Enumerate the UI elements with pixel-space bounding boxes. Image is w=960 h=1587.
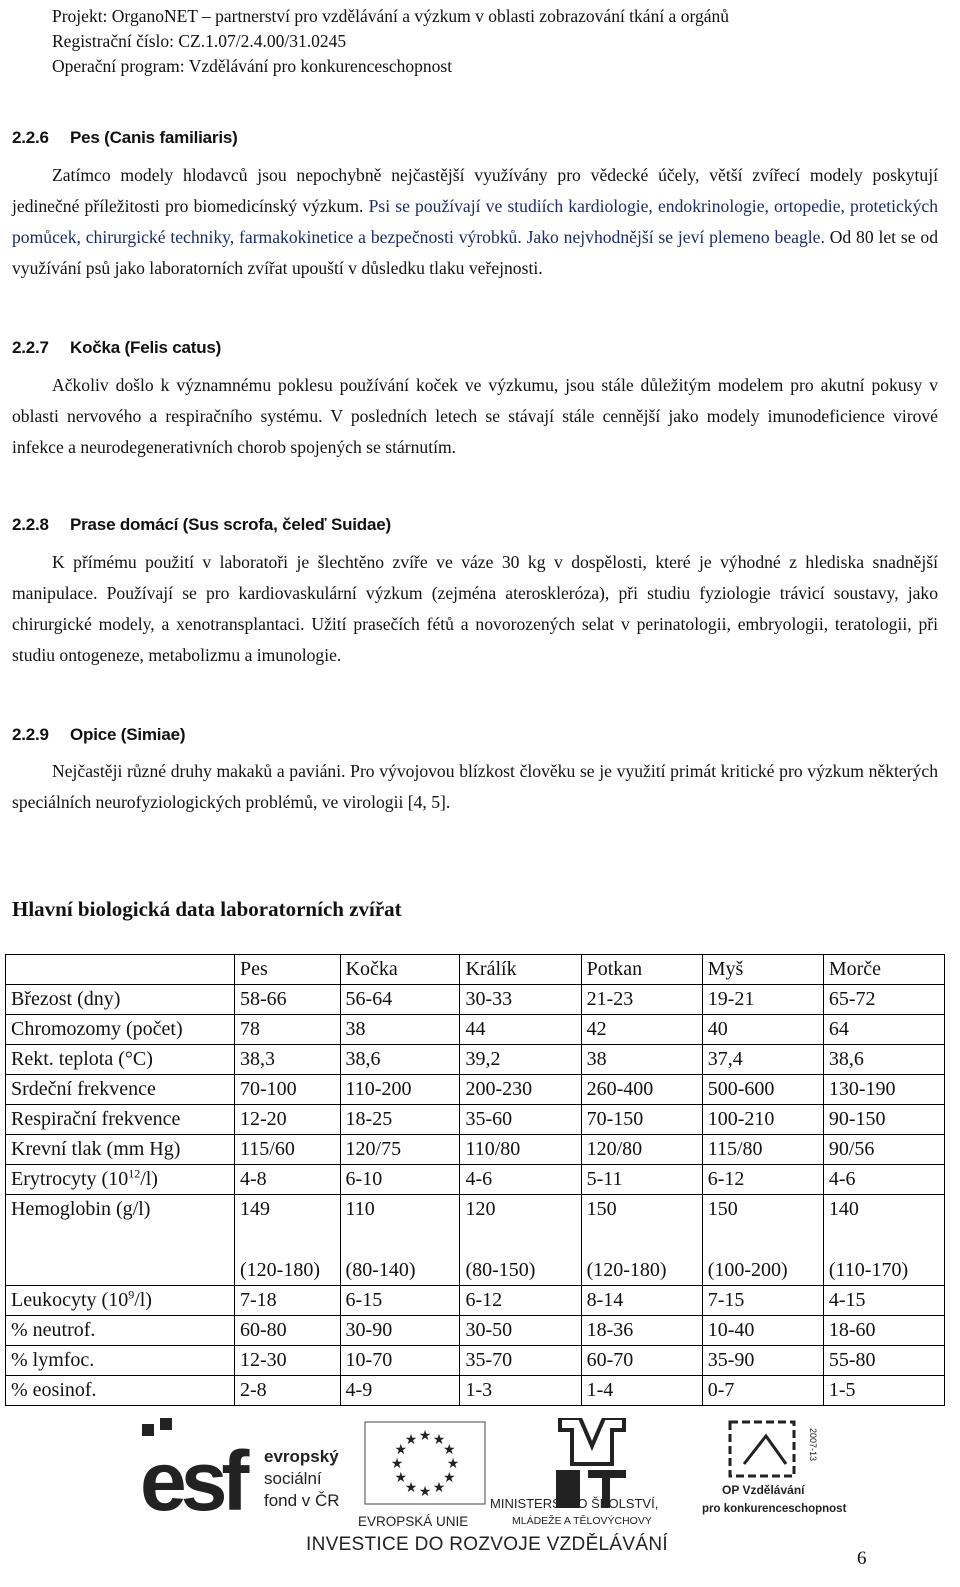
row-label: Leukocyty $(10^9/l)$ xyxy=(6,1286,235,1316)
cell-value: 58-66 xyxy=(240,988,287,1010)
table-cell xyxy=(581,1195,702,1286)
cell-range: (80-140) xyxy=(345,1259,416,1281)
table-cell xyxy=(581,985,702,1015)
cell-value: 40 xyxy=(707,1018,728,1040)
footer-logos xyxy=(140,1418,850,1528)
cell-value: 120 xyxy=(465,1198,496,1220)
table-row xyxy=(6,1346,945,1376)
esf-text-3: fond v ČR xyxy=(264,1491,340,1510)
text-black: Zatímco modely hlodavců jsou nepochybně nejčastější využívány pro vědecké účely, větší zvířecí modely poskytují jedinečné příležitosti pro biomedicínský výzkum. xyxy=(12,165,938,216)
row-label: % eosinof. xyxy=(6,1376,235,1406)
row-label: Erytrocyty $(10^{12}/l)$ xyxy=(6,1165,235,1195)
table-cell xyxy=(460,1045,581,1075)
cell-value: 60-70 xyxy=(586,1349,634,1371)
row-label: Chromozomy (počet) xyxy=(6,1015,235,1045)
cell-value: 110-200 xyxy=(345,1078,412,1100)
cell-value: 21-23 xyxy=(586,988,634,1010)
cell-range: (120-180) xyxy=(586,1259,667,1281)
table-cell xyxy=(702,1045,823,1075)
row-label-exponent: 9 xyxy=(128,1287,135,1302)
eu-star-icon: ★ xyxy=(432,1480,446,1497)
row-label: Respirační frekvence xyxy=(6,1105,235,1135)
cell-value: 130-190 xyxy=(828,1078,896,1100)
column-header: Myš xyxy=(702,955,823,985)
cell-value: 6-10 xyxy=(345,1168,383,1190)
row-label: Rekt. teplota (°C) xyxy=(6,1045,235,1075)
table-cell xyxy=(702,1376,823,1406)
text-blue: Psi se používají ve studiích kardiologie, endokrinologie, ortopedie, protetických pomůcek, chirurgické techniky, farmakokinetice a bezpečnosti výrobků. Jako nejvhodnější se jeví plemeno beagle. xyxy=(12,196,938,247)
op-logo xyxy=(702,1422,847,1515)
cell-value: 38,3 xyxy=(240,1048,275,1070)
eu-star-icon: ★ xyxy=(432,1431,446,1448)
section-text-pig xyxy=(12,547,938,671)
cell-value: 56-64 xyxy=(345,988,393,1010)
cell-value: 38,6 xyxy=(345,1048,381,1070)
cell-value: 55-80 xyxy=(828,1349,876,1371)
eu-star-icon: ★ xyxy=(442,1442,456,1458)
table-cell xyxy=(235,1135,341,1165)
esf-wordmark: esf xyxy=(140,1434,244,1528)
eu-star-icon: ★ xyxy=(390,1456,404,1472)
table-cell xyxy=(823,1105,944,1135)
cell-value: 4-6 xyxy=(465,1168,493,1190)
cell-value: 30-90 xyxy=(345,1319,393,1341)
esf-logo xyxy=(140,1418,340,1528)
eu-text: EVROPSKÁ UNIE xyxy=(358,1514,469,1528)
cell-value: 4-6 xyxy=(828,1168,856,1190)
cell-value: 2-8 xyxy=(240,1379,267,1401)
msmt-text-2: MLÁDEŽE A TĚLOVÝCHOVY xyxy=(512,1515,652,1527)
cell-value: 110 xyxy=(345,1198,375,1220)
section-title-cat xyxy=(12,338,221,358)
cell-value: 30-33 xyxy=(465,988,513,1010)
table-cell xyxy=(581,1316,702,1346)
table-cell xyxy=(340,1135,460,1165)
table-cell xyxy=(460,1165,581,1195)
section-heading: Pes (Canis familiaris) xyxy=(70,128,238,147)
cell-value: 12-30 xyxy=(240,1349,287,1371)
table-cell xyxy=(340,1286,460,1316)
table-cell xyxy=(702,985,823,1015)
cell-value: 19-21 xyxy=(707,988,755,1010)
eu-flag-logo xyxy=(358,1422,485,1528)
table-row xyxy=(6,1195,945,1286)
cell-value: 38,6 xyxy=(828,1048,864,1070)
cell-value: 12-20 xyxy=(240,1108,287,1130)
cell-value: 500-600 xyxy=(707,1078,775,1100)
cell-value: 10-40 xyxy=(707,1319,755,1341)
cell-range: (120-180) xyxy=(240,1259,320,1281)
cell-value: 260-400 xyxy=(586,1078,654,1100)
table-cell xyxy=(460,1075,581,1105)
section-body: K přímému použití v laboratoři je šlechtěno zvíře ve váze 30 kg v dospělosti, které je výhodné z hlediska snadnější manipulace. Používají se pro kardiovaskulární výzkum (zejména ateroskleróza), při studiu fyziologie trávicí soustavy, jako chirurgické modely, a xenotransplantaci. Užití prasečích fétů a novorozených selat v perinatologii, embryologii, teratologii, při studiu ontogeneze, metabolizmu a imunologie. xyxy=(12,552,938,665)
table-cell xyxy=(702,1165,823,1195)
table-row xyxy=(6,1045,945,1075)
table-cell xyxy=(340,1316,460,1346)
cell-value: 1-3 xyxy=(465,1379,493,1401)
cell-value: 18-25 xyxy=(345,1108,393,1130)
cell-value: 120/75 xyxy=(345,1138,402,1160)
table-cell xyxy=(702,1286,823,1316)
column-header: Potkan xyxy=(581,955,702,985)
section-title-dog xyxy=(12,128,238,148)
cell-value: 200-230 xyxy=(465,1078,533,1100)
cell-value: 42 xyxy=(586,1018,607,1040)
cell-value: 44 xyxy=(465,1018,486,1040)
cell-value: 7-18 xyxy=(240,1289,277,1311)
cell-value: 1-5 xyxy=(828,1379,856,1401)
cell-value: 38 xyxy=(345,1018,366,1040)
cell-value: 90/56 xyxy=(828,1138,875,1160)
section-heading: Opice (Simiae) xyxy=(70,725,186,744)
table-cell xyxy=(581,1015,702,1045)
table-cell xyxy=(702,1105,823,1135)
header-project: Projekt: OrganoNET – partnerství pro vzdělávání a výzkum v oblasti zobrazování tkání a orgánů xyxy=(52,6,729,26)
footer-investice: INVESTICE DO ROZVOJE VZDĚLÁVÁNÍ xyxy=(306,1534,668,1555)
table-row xyxy=(6,1105,945,1135)
table-cell xyxy=(581,1376,702,1406)
cell-value: 39,2 xyxy=(465,1048,501,1070)
eu-star-icon: ★ xyxy=(404,1431,418,1448)
table-cell xyxy=(581,1105,702,1135)
row-label: % neutrof. xyxy=(6,1316,235,1346)
cell-value: 30-50 xyxy=(465,1319,513,1341)
table-cell xyxy=(581,1346,702,1376)
table-cell xyxy=(460,1316,581,1346)
text-end: Od 80 let se od využívání psů jako laboratorních zvířat upouští v důsledku tlaku veřejnosti. xyxy=(12,227,938,278)
table-title: Hlavní biologická data laboratorních zvířat xyxy=(12,897,402,921)
page-header xyxy=(52,4,729,79)
table-cell xyxy=(340,1015,460,1045)
cell-value: 5-11 xyxy=(586,1168,623,1190)
row-label: Srdeční frekvence xyxy=(6,1075,235,1105)
cell-value: 70-100 xyxy=(240,1078,297,1100)
cell-value: 35-70 xyxy=(465,1349,513,1371)
cell-value: 110/80 xyxy=(465,1138,521,1160)
cell-value: 64 xyxy=(828,1018,849,1040)
table-cell xyxy=(823,1135,944,1165)
cell-value: 6-15 xyxy=(345,1289,383,1311)
table-cell xyxy=(823,1075,944,1105)
table-cell xyxy=(340,1105,460,1135)
eu-star-icon: ★ xyxy=(446,1456,460,1472)
biological-data-table xyxy=(5,954,945,1406)
eu-star-icon: ★ xyxy=(418,1428,432,1444)
cell-value: 35-60 xyxy=(465,1108,513,1130)
column-header: Králík xyxy=(460,955,581,985)
table-cell xyxy=(340,1376,460,1406)
table-cell xyxy=(340,1045,460,1075)
eu-star-icon: ★ xyxy=(394,1470,408,1486)
cell-value: 149 xyxy=(240,1198,270,1220)
cell-value: 78 xyxy=(240,1018,260,1040)
table-cell xyxy=(581,1165,702,1195)
section-title-pig xyxy=(12,515,391,535)
table-cell xyxy=(460,1015,581,1045)
table-row xyxy=(6,1075,945,1105)
table-cell xyxy=(702,1135,823,1165)
eu-star-icon: ★ xyxy=(394,1442,408,1458)
table-row xyxy=(6,1316,945,1346)
row-label: Krevní tlak (mm Hg) xyxy=(6,1135,235,1165)
cell-value: 6-12 xyxy=(465,1289,503,1311)
table-cell xyxy=(235,1195,341,1286)
header-registration: Registrační číslo: CZ.1.07/2.4.00/31.0245 xyxy=(52,31,347,51)
cell-value: 35-90 xyxy=(707,1349,755,1371)
table-cell xyxy=(702,1015,823,1045)
table-cell xyxy=(235,1316,341,1346)
cell-value: 100-210 xyxy=(707,1108,775,1130)
table-cell xyxy=(823,1376,944,1406)
cell-value: 4-8 xyxy=(240,1168,267,1190)
table-cell xyxy=(235,1376,341,1406)
table-row xyxy=(6,985,945,1015)
table-cell xyxy=(581,1045,702,1075)
esf-text-1: evropský xyxy=(264,1447,339,1466)
column-header: Morče xyxy=(823,955,944,985)
table-cell xyxy=(460,985,581,1015)
cell-value: 4-15 xyxy=(828,1289,866,1311)
cell-range: (110-170) xyxy=(828,1259,909,1281)
table-cell xyxy=(235,1015,341,1045)
table-cell xyxy=(235,1286,341,1316)
table-cell xyxy=(340,985,460,1015)
op-years: 2007-13 xyxy=(808,1428,818,1462)
section-number: 2.2.8 xyxy=(12,515,49,534)
eu-star-icon: ★ xyxy=(442,1470,456,1486)
table-cell xyxy=(460,1346,581,1376)
cell-value: 8-14 xyxy=(586,1289,624,1311)
table-row xyxy=(6,1286,945,1316)
section-heading: Kočka (Felis catus) xyxy=(70,338,222,357)
cell-range: (100-200) xyxy=(707,1259,788,1281)
table-cell xyxy=(581,1286,702,1316)
table-cell xyxy=(823,1286,944,1316)
msmt-logo xyxy=(490,1418,658,1527)
table-cell xyxy=(702,1346,823,1376)
section-body: Nejčastěji různé druhy makaků a paviáni. Pro vývojovou blízkost člověku se je využití primát kritické pro výzkum některých speciálních neurofyziologických problémů, ve virologii [4, 5]. xyxy=(12,761,938,812)
page-number: 6 xyxy=(857,1548,867,1569)
table-cell xyxy=(235,1346,341,1376)
section-number: 2.2.9 xyxy=(12,725,49,744)
table-row xyxy=(6,1165,945,1195)
table-cell xyxy=(702,1075,823,1105)
header-program: Operační program: Vzdělávání pro konkurenceschopnost xyxy=(52,56,453,76)
table-cell xyxy=(460,1376,581,1406)
cell-value: 18-60 xyxy=(828,1319,876,1341)
cell-value: 60-80 xyxy=(240,1319,287,1341)
table-row xyxy=(6,1015,945,1045)
cell-value: 90-150 xyxy=(828,1108,886,1130)
table-cell xyxy=(235,1045,341,1075)
table-cell xyxy=(823,1195,944,1286)
table-row xyxy=(6,1135,945,1165)
table-cell xyxy=(235,1165,341,1195)
table-row xyxy=(6,1376,945,1406)
section-text-dog xyxy=(12,160,938,284)
cell-value: 18-36 xyxy=(586,1319,634,1341)
cell-value: 38 xyxy=(586,1048,607,1070)
cell-value: 70-150 xyxy=(586,1108,644,1130)
op-text-2: pro konkurenceschopnost xyxy=(702,1503,847,1515)
table-cell xyxy=(460,1105,581,1135)
table-cell xyxy=(460,1135,581,1165)
cell-value: 4-9 xyxy=(345,1379,373,1401)
row-label: % lymfoc. xyxy=(6,1346,235,1376)
table-cell xyxy=(823,1015,944,1045)
header-corner-cell xyxy=(6,955,235,985)
table-cell xyxy=(340,1195,460,1286)
cell-value: 140 xyxy=(828,1198,859,1220)
table-cell xyxy=(823,985,944,1015)
esf-text-2: sociální xyxy=(264,1469,322,1488)
table-cell xyxy=(823,1045,944,1075)
table-header-row xyxy=(6,955,945,985)
msmt-text-1: MINISTERSTVO ŠKOLSTVÍ, xyxy=(490,1496,659,1511)
table-cell xyxy=(460,1286,581,1316)
cell-value: 120/80 xyxy=(586,1138,643,1160)
column-header: Kočka xyxy=(340,955,460,985)
table-cell xyxy=(235,985,341,1015)
cell-value: 115/60 xyxy=(240,1138,295,1160)
row-label-exponent: 12 xyxy=(128,1166,141,1181)
table-cell xyxy=(340,1075,460,1105)
section-body: Ačkoliv došlo k významnému poklesu používání koček ve výzkumu, jsou stále důležitým modelem pro akutní pokusy v oblasti nervového a respiračního systému. V posledních letech se stávají stále cennější jako modely imunodeficience virové infekce a neurodegenerativních chorob spojených se stárnutím. xyxy=(12,375,938,457)
table-cell xyxy=(702,1195,823,1286)
section-title-monkey xyxy=(12,725,185,745)
section-text-monkey xyxy=(12,756,938,818)
cell-value: 0-7 xyxy=(707,1379,735,1401)
table-cell xyxy=(235,1075,341,1105)
cell-value: 1-4 xyxy=(586,1379,614,1401)
eu-star-icon: ★ xyxy=(418,1484,432,1500)
cell-value: 150 xyxy=(707,1198,738,1220)
op-text-1: OP Vzdělávání xyxy=(722,1483,805,1497)
table-cell xyxy=(702,1316,823,1346)
table-cell xyxy=(235,1105,341,1135)
row-label: Hemoglobin (g/l) xyxy=(6,1195,235,1286)
table-cell xyxy=(340,1346,460,1376)
cell-value: 150 xyxy=(586,1198,617,1220)
cell-value: 10-70 xyxy=(345,1349,393,1371)
cell-range: (80-150) xyxy=(465,1259,536,1281)
cell-value: 65-72 xyxy=(828,988,876,1010)
cell-value: 6-12 xyxy=(707,1168,745,1190)
section-number: 2.2.6 xyxy=(12,128,49,147)
row-label: Březost (dny) xyxy=(6,985,235,1015)
cell-value: 7-15 xyxy=(707,1289,745,1311)
table-cell xyxy=(581,1075,702,1105)
cell-value: 37,4 xyxy=(707,1048,743,1070)
table-cell xyxy=(340,1165,460,1195)
table-cell xyxy=(581,1135,702,1165)
cell-value: 115/80 xyxy=(707,1138,763,1160)
section-heading: Prase domácí (Sus scrofa, čeleď Suidae) xyxy=(70,515,391,534)
table-cell xyxy=(823,1165,944,1195)
eu-star-icon: ★ xyxy=(404,1480,418,1497)
table-cell xyxy=(823,1346,944,1376)
section-number: 2.2.7 xyxy=(12,338,49,357)
table-cell xyxy=(460,1195,581,1286)
table-cell xyxy=(823,1316,944,1346)
column-header: Pes xyxy=(235,955,341,985)
section-text-cat xyxy=(12,370,938,463)
